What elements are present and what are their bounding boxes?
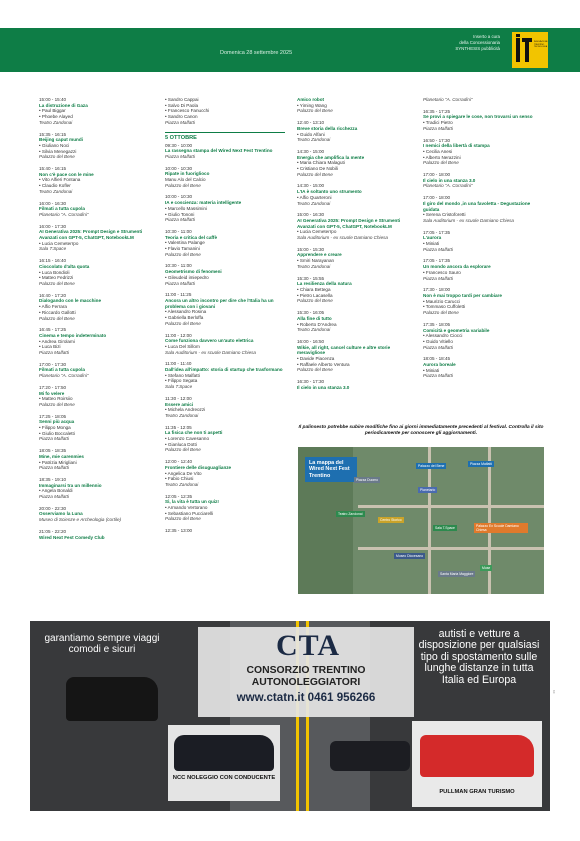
- event-time: 16:30 - 17:30: [297, 379, 325, 385]
- event-title: Non è mai troppo tardi per cambiare: [423, 292, 502, 298]
- event-venue: Palazzo del Bene: [423, 310, 459, 316]
- event-venue: Palazzo del Bene: [39, 154, 75, 160]
- event-speakers: • Yiming Wang: [297, 102, 327, 108]
- event-speakers: • Patrizia Mirigliani: [39, 459, 77, 465]
- schedule-event: [423, 356, 543, 379]
- event-time: 18:05 - 18:45: [423, 356, 451, 362]
- event-venue: Teatro Zandonai: [39, 188, 73, 194]
- event-speakers: • Cecilia Anesi • Alberto Nerazzini: [423, 148, 461, 160]
- event-venue: Palazzo del Bene: [165, 516, 201, 522]
- event-venue: Piazza Malfatti: [39, 494, 69, 500]
- issue-date: Domenica 28 settembre 2025: [220, 50, 293, 56]
- event-venue: Piazza Malfatti: [423, 275, 453, 281]
- cta-logo: CTA: [275, 629, 341, 662]
- event-speakers: • Serena Cristoforetti: [423, 212, 466, 218]
- event-venue: Teatro Zandonai: [39, 119, 73, 125]
- schedule-event: [165, 494, 285, 523]
- event-venue: Palazzo del Bene: [39, 401, 75, 407]
- schedule-event: [39, 224, 159, 253]
- event-speakers: • Lorenzo Cavesanno • Gianluca Dotti: [165, 436, 210, 447]
- event-venue: Sala Auditorium - ex scuole Damiano Chiesa: [297, 235, 388, 241]
- event-time: 11:35 - 12:05: [165, 424, 192, 430]
- event-speakers: • Giuliano Noci • Silvia Menegazzi: [39, 142, 77, 154]
- event-time: 12:05 - 12:35: [165, 493, 193, 499]
- event-venue: Palazzo del Bene: [39, 315, 75, 321]
- schedule-event: [297, 247, 417, 270]
- event-time: 11:00 - 12:00: [165, 332, 192, 338]
- event-venue: Planetario "A. Corradini": [423, 183, 473, 189]
- event-speakers: • Andrea Girolami • Luca Bizi: [39, 338, 75, 350]
- schedule-event: [423, 258, 543, 281]
- event-time: 15:35 - 16:15: [39, 131, 67, 137]
- event-time: 17:25 - 18:05: [39, 413, 67, 419]
- event-time: 10:30 - 11:00: [165, 228, 192, 234]
- map-pin: Sala T.Space: [435, 526, 455, 530]
- event-title: Dialogando con le macchine: [39, 298, 102, 304]
- schedule-event: [423, 97, 543, 103]
- bus-image: [66, 677, 158, 721]
- event-title: Un mondo ancora da esplorare: [423, 264, 491, 270]
- schedule-event: [423, 230, 543, 253]
- event-title: Cinema e tempo indeterminato: [39, 332, 107, 338]
- event-title: I nemici della libertà di stampa: [423, 143, 490, 149]
- schedule-event: [297, 310, 417, 333]
- map-pin: Planetario: [420, 488, 436, 492]
- event-venue: Teatro Zandonai: [165, 412, 199, 418]
- event-speakers: • Davide Piacenza • Raffaele Alberto Ventura: [297, 356, 350, 367]
- event-title: Sì, la vita è tutta un quiz!: [165, 499, 219, 505]
- event-time: 10:00 - 10:30: [165, 165, 193, 171]
- event-venue: Piazza Malfatti: [165, 280, 195, 286]
- event-title: Breve storia della ricchezza: [297, 125, 358, 131]
- event-title: Mi fo velere: [39, 390, 65, 396]
- event-time: 16:45 - 17:25: [39, 327, 67, 333]
- event-time: 09:30 - 10:00: [165, 142, 193, 148]
- schedule-event: [165, 333, 285, 356]
- schedule-event: [39, 258, 159, 287]
- schedule-event: [423, 287, 543, 316]
- schedule-event: [165, 528, 285, 534]
- event-title: Wired Next Fest Comedy Club: [39, 534, 105, 540]
- event-speakers: • Angela Bonaldi: [39, 488, 73, 494]
- van-photo: [168, 725, 280, 801]
- event-speakers: • Lucia Cemeterrpo: [39, 240, 79, 246]
- event-speakers: • Francesco Sauro: [423, 269, 461, 275]
- event-venue: Palazzo del Bene: [297, 367, 333, 373]
- event-time: 12:40 - 13:10: [297, 120, 325, 126]
- schedule-event: [165, 166, 285, 189]
- event-venue: Planetario "A. Corradini": [39, 211, 89, 217]
- schedule-event: [297, 149, 417, 178]
- event-speakers: • Armando Vertorano • Sebastiano Pucciarelli: [165, 505, 214, 516]
- schedule-notice: Il palinsesto potrebbe subire modifiche fino ai giorni immediatamente precedenti al festival. Controlla il sito periodicamente per conoscere gli aggiornamenti.: [298, 425, 544, 436]
- event-title: Il cielo in una stanza 3.0: [297, 384, 350, 390]
- event-time: 16:15 - 16:40: [39, 258, 67, 264]
- event-time: 17:00 - 18:00: [423, 195, 451, 201]
- event-time: 15:30 - 15:55: [297, 275, 325, 281]
- event-title: Frontiere delle disuguaglianze: [165, 464, 232, 470]
- map-pin: Muse: [482, 566, 491, 570]
- ad-contact: www.ctatn.it 0461 956266: [236, 691, 376, 704]
- event-venue: Piazza Malfatti: [165, 119, 195, 125]
- event-venue: Palazzo del Bene: [297, 108, 333, 114]
- schedule-event: [165, 425, 285, 454]
- event-time: 17:30 - 18:00: [423, 287, 451, 293]
- schedule-event: [165, 194, 285, 223]
- event-speakers: • Michela Andreozzi: [165, 407, 206, 413]
- event-venue: Palazzo del Bene: [297, 171, 333, 177]
- event-time: 10:30 - 11:00: [165, 263, 192, 269]
- event-time: 16:35 - 17:25: [423, 108, 451, 114]
- event-venue: Teatro Zandonai: [297, 200, 331, 206]
- ad-left-text: garantiamo sempre viaggi comodi e sicuri: [44, 633, 160, 655]
- event-time: 21:05 - 22:20: [39, 528, 67, 534]
- map-pin: Palazzo Ex Scuole Damiano Chiesa: [474, 523, 528, 533]
- event-title: Alla fine di tutto: [297, 315, 332, 321]
- event-speakers: • Stefano Malfatti • Filippo Segata: [165, 372, 200, 384]
- event-venue: Piazza Malfatti: [423, 125, 453, 131]
- event-speakers: • Tradici Pietro: [423, 120, 453, 126]
- schedule-event: [165, 143, 285, 160]
- event-title: La distruzione di Gaza: [39, 102, 88, 108]
- event-speakers: • Gileudeid imiepedro: [165, 274, 209, 280]
- event-title: Senni più acqua: [39, 419, 75, 425]
- event-title: Amico robot: [297, 97, 325, 102]
- event-speakers: • Paul Biggar • Phoebe Alayed: [39, 108, 73, 120]
- event-venue: Palazzo del Bene: [165, 320, 201, 326]
- event-title: Se provi a spiegare le cose, non trovarsi un senso: [423, 114, 533, 120]
- event-venue: Sala Auditorium - ex scuole Damiano Chiesa: [165, 349, 256, 355]
- cta-advertisement: [30, 621, 550, 811]
- event-title: Ancora un altro incontro per dire che l'Italia ha un problema con i giovani: [165, 297, 274, 309]
- event-time: 17:00 - 17:30: [39, 361, 67, 367]
- event-title: Essere amici: [165, 401, 194, 407]
- event-time: 18:05 - 18:35: [39, 448, 67, 454]
- schedule-event: [39, 529, 159, 540]
- event-speakers: • Valentina Palange • Flavio Tamanini: [165, 240, 205, 252]
- event-venue: Palazzo del Bene: [165, 251, 201, 257]
- event-title: Beijing caput mundi: [39, 137, 83, 143]
- event-speakers: • Sandro Cappai • Salvo Di Paola • Francesco Fanucchi • Sandro Canon: [165, 97, 210, 120]
- event-speakers: • Marcello Massimini • Giulio Tononi: [165, 205, 207, 217]
- event-venue: Palazzo del Bene: [39, 280, 75, 286]
- caption-van: NCC NOLEGGIO CON CONDUCENTE: [172, 775, 276, 781]
- event-time: 15:00 - 15:40: [39, 97, 67, 102]
- event-venue: Teatro Zandonai: [297, 137, 331, 143]
- event-time: 17:05 - 17:35: [423, 258, 451, 264]
- event-speakers: • Alessandro Ciocci • Guido Vitiello: [423, 333, 463, 344]
- event-speakers: • Lucia Cemeterrpo: [297, 229, 337, 235]
- event-speakers: • Alessandro Rosina • Gabriella Berloffa: [165, 309, 207, 321]
- event-venue: Teatro Zandonai: [165, 481, 199, 487]
- event-title: L'aurora: [423, 235, 442, 241]
- schedule-column-1: [39, 97, 159, 546]
- event-venue: Piazza Malfatti: [39, 465, 69, 471]
- event-speakers: • Miniati: [423, 367, 440, 373]
- schedule-column-2: [165, 97, 285, 540]
- caption-bus: PULLMAN GRAN TURISMO: [439, 789, 515, 795]
- event-title: AI Generativa 2025: Prompt Design e Strumenti Avanzati con GPT-5, ChatGPT, NotebookLM: [297, 217, 401, 229]
- event-time: 16:00 - 17:30: [39, 223, 67, 229]
- schedule-event: [297, 276, 417, 305]
- event-speakers: • Luca Del Sillom: [165, 343, 200, 349]
- event-title: Comicità e geometria variabile: [423, 327, 490, 333]
- schedule-event: [39, 132, 159, 161]
- event-title: Energia che amplifica la mente: [297, 154, 365, 160]
- event-venue: Planetario "A. Corradini": [39, 373, 89, 379]
- event-title: Filmati a tutta cupola: [39, 206, 85, 212]
- schedule-event: [165, 263, 285, 286]
- event-title: Osserviamo la Luna: [39, 511, 83, 517]
- cars-image: [330, 741, 410, 771]
- event-title: La rassegna stampa del Wired Next Fest Trentino: [165, 148, 273, 154]
- event-time: 16:00 - 16:50: [297, 338, 325, 344]
- event-time: 16:40 - 17:20: [39, 292, 67, 298]
- schedule-event: [165, 361, 285, 390]
- event-time: 11:30 - 12:00: [165, 395, 192, 401]
- map-pin: Centro Storico: [380, 518, 402, 522]
- map-pin: Museo Diocesano: [396, 554, 424, 558]
- schedule-event: [297, 97, 417, 114]
- event-time: 15:30 - 16:05: [297, 310, 325, 316]
- event-time: 11:00 - 11:40: [165, 361, 192, 367]
- schedule-event: [165, 292, 285, 326]
- event-time: 16:50 - 17:30: [423, 137, 451, 143]
- map-pin: Santa Maria Maggiore: [440, 572, 474, 576]
- schedule-event: [165, 97, 285, 126]
- page-header: [0, 28, 580, 72]
- event-title: Come funziona davvero un'auto elettrica: [165, 338, 254, 344]
- event-time: 18:35 - 19:10: [39, 476, 67, 482]
- event-speakers: • Smiri Narayanan: [297, 258, 335, 264]
- schedule-event: [39, 448, 159, 471]
- event-time: 17:35 - 18:05: [423, 321, 451, 327]
- event-title: La fisica che non ti aspetti: [165, 430, 223, 436]
- event-title: Filmati a tutta cupola: [39, 367, 85, 373]
- event-title: IA e coscienza: materia intelligente: [165, 200, 242, 206]
- event-venue: Piazza Malfatti: [423, 373, 453, 379]
- map-pin: Piazza Malfatti: [470, 462, 493, 466]
- insert-credit: Inserto a cura della Concessionaria SYNTHESIS pubblicità: [455, 34, 500, 51]
- it-logo-icon: INNOVAZIONE TRENTINO TECNOLOGIA: [512, 32, 548, 68]
- event-time: 12:00 - 12:40: [165, 459, 193, 465]
- map-pin: Piazza Duomo: [356, 478, 379, 482]
- pullman-photo: [412, 721, 542, 807]
- event-title: Ripate in fuoriglioco: [165, 171, 210, 177]
- schedule-column-3: [297, 97, 417, 397]
- event-speakers: • Luca Bondioli • Matteo Fedrizzi: [39, 269, 74, 281]
- schedule-event: [165, 396, 285, 419]
- event-time: 12:35 - 13:00: [165, 528, 193, 534]
- event-time: 17:05 - 17:35: [423, 229, 451, 235]
- event-time: 15:00 - 15:30: [297, 246, 325, 252]
- schedule-event: [39, 506, 159, 523]
- event-time: 17:00 - 18:00: [423, 172, 451, 178]
- event-venue: Teatro Zandonai: [297, 327, 331, 333]
- schedule-event: [39, 477, 159, 500]
- schedule-event: [39, 385, 159, 408]
- event-title: Teoria e critica del caffè: [165, 234, 217, 240]
- event-venue: Palazzo del Bene: [165, 182, 201, 188]
- event-time: 14:30 - 15:00: [297, 183, 325, 189]
- event-venue: Piazza Malfatti: [423, 246, 453, 252]
- event-speakers: • Alfio Ferrara • Riccardo Gallotti: [39, 304, 76, 315]
- event-speakers: • Angelica De Vito • Fabio Chiusi: [165, 470, 202, 482]
- event-speakers: • Roberto D'Andrea: [297, 321, 337, 327]
- event-venue: Sala Auditorium - ex scuole Damiano Chiesa: [423, 217, 514, 223]
- event-title: Apprendere e creare: [297, 252, 342, 258]
- event-speakers: • Chiara Bettega • Pietro Lacasella: [297, 286, 333, 298]
- event-time: 16:00 - 16:30: [39, 200, 67, 206]
- event-time: 17:20 - 17:50: [39, 384, 67, 390]
- event-title: La resilienza della natura: [297, 281, 352, 287]
- schedule-event: [39, 414, 159, 443]
- event-venue: Sala T.Space: [165, 384, 193, 390]
- section-heading: 5 OTTOBRE: [165, 132, 285, 141]
- event-title: Aurora boreale: [423, 362, 456, 368]
- ad-right-text: autisti e vetture a disposizione per qualsiasi tipo di spostamento sulle lunghe distanze in tutta Italia ed Europa: [418, 628, 540, 686]
- event-title: Cioccolato d'alta quota: [39, 263, 90, 269]
- schedule-event: [39, 293, 159, 322]
- event-title: Non c'è pace con le mine: [39, 171, 94, 177]
- event-speakers: • Miniati: [423, 241, 440, 247]
- event-title: AI Generativa 2025: Prompt Design e Strumenti Avanzati con GPT-5, ChatGPT, NotebookLM: [39, 229, 143, 241]
- event-venue: Piazza Malfatti: [165, 217, 195, 223]
- schedule-event: [39, 166, 159, 195]
- event-time: 11:00 - 11:25: [165, 292, 192, 298]
- event-speakers: Manu Alo del Calcio: [165, 177, 206, 183]
- event-title: Dall'idea all'impatto: storia di startup che trasformano: [165, 367, 283, 373]
- event-speakers: • Maria Chiara Malaguti • Cristiano De Nobili: [297, 160, 345, 172]
- event-venue: Museo di Scienze e Archeologia (cortile): [39, 517, 122, 523]
- event-title: L'IA è soltanto uno strumento: [297, 189, 362, 195]
- schedule-column-4: [423, 97, 543, 385]
- event-title: Wikie, all right, cancel culture e altre storie meravigliose: [297, 344, 391, 356]
- schedule-event: [39, 327, 159, 356]
- schedule-event: [297, 183, 417, 206]
- schedule-event: [423, 322, 543, 351]
- schedule-event: [39, 362, 159, 379]
- schedule-event: [297, 339, 417, 373]
- event-speakers: • Guido Alfani: [297, 131, 325, 137]
- schedule-event: [165, 229, 285, 258]
- event-speakers: • Matteo Roirsiio: [39, 396, 73, 402]
- event-title: Il giro del mondo ,in una favoletta - Degustazione guidata: [423, 200, 531, 212]
- event-speakers: • Maurizio Carucci • Tommaso Cuffoletti: [423, 298, 466, 310]
- schedule-event: [39, 201, 159, 218]
- event-venue: Sala T.Space: [39, 246, 67, 252]
- schedule-event: [423, 138, 543, 167]
- schedule-event: [423, 172, 543, 189]
- event-time: 10:00 - 10:30: [165, 194, 193, 200]
- schedule-event: [165, 459, 285, 488]
- consortium-name: CONSORZIO TRENTINO AUTONOLEGGIATORI: [246, 665, 366, 688]
- schedule-event: [297, 212, 417, 241]
- event-speakers: • Vito Alfieri Fontana • Claudio Kofler: [39, 177, 81, 189]
- event-venue: Palazzo del Bene: [165, 447, 201, 453]
- event-venue: Piazza Malfatti: [39, 436, 69, 442]
- event-title: Mine, mie carenmies: [39, 453, 84, 459]
- map-pin: Teatro Zandonai: [338, 512, 363, 516]
- event-title: Il cielo in una stanza 3.0: [423, 177, 476, 183]
- schedule-event: [297, 120, 417, 143]
- event-venue: Palazzo del Bene: [423, 160, 459, 166]
- event-venue: Planetario "A. Corradini": [423, 97, 473, 102]
- schedule-event: [423, 109, 543, 132]
- event-venue: Piazza Malfatti: [39, 350, 69, 356]
- event-speakers: • Alfio Quarteroni: [297, 194, 332, 200]
- map-title: La mappa del Wired Next Fest Trentino: [305, 457, 357, 482]
- event-speakers: • Filippo Monga • Giulio Boccaletti: [39, 425, 75, 436]
- map-pin: Palazzo del Bene: [418, 464, 445, 468]
- schedule-event: [39, 97, 159, 126]
- event-time: 15:40 - 16:15: [39, 166, 67, 172]
- ad-code: K0: [552, 690, 556, 694]
- schedule-event: [297, 379, 417, 390]
- event-time: 20:00 - 22:30: [39, 505, 67, 511]
- event-venue: Piazza Malfatti: [423, 344, 453, 350]
- event-venue: Piazza Malfatti: [165, 153, 195, 159]
- event-time: 15:00 - 16:30: [297, 212, 325, 218]
- event-title: Immaginarsi tra un millennio: [39, 482, 102, 488]
- event-time: 14:30 - 15:00: [297, 148, 325, 154]
- event-title: Geometrismo di fenomeni: [165, 269, 222, 275]
- venue-map: [298, 447, 544, 594]
- schedule-event: [423, 195, 543, 224]
- event-venue: Palazzo del Bene: [297, 298, 333, 304]
- event-venue: Teatro Zandonai: [297, 263, 331, 269]
